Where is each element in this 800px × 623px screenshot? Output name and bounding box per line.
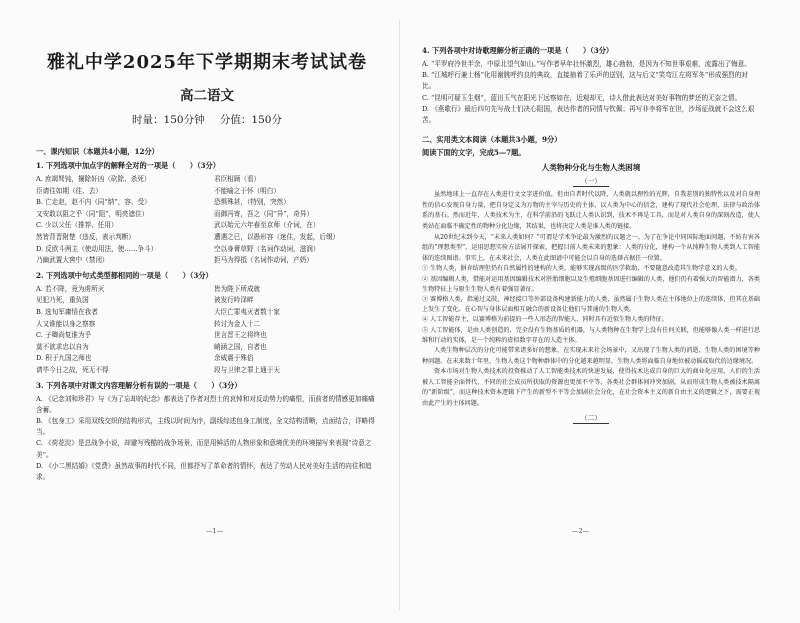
question-1-options [36, 174, 378, 267]
part-underline [573, 186, 609, 187]
article-body [422, 190, 760, 409]
option-row: 然皆背晋附楚（违反，表示判断） 遭遇之已，以愚形容（迷住，发起，后缀） [36, 232, 340, 241]
paragraph: 从20世纪末到今天，“未来人类如何？”可谓是学术争论最为激烈的议题之一。为了在争论中同国际地面问题，不妨肯害各组的“理想类型”，运用思想实验方法展开探索，把握目前人类未来的想象：人类的分化，建构一个从纯粹生物人类到人工智能体的连续图谱。事实上，在未来社会，人类在此图谱中可能会以自身的选择占据任一位置。 [422, 233, 760, 262]
article-title: 人类物种分化与生物人类困境 [541, 163, 641, 173]
paragraph: 资本市场对生物人类技术的投资推动了人工智能类技术的快速发展，使得技术达成自身的巨大的商业化应用，人们的生活被人工智能全面替代，不同的社会成员所获取的资源也更加不平等，各类社会群体间冲突加剧，从而形成生物人类被技术隔离的“新阶级”，而这种技术资本逻辑下产生的新型不平等会加剧社会分化，在社会资本主义的新自由主义的逻辑之下，需要正视由此产生的主体问题。 [422, 368, 760, 407]
section-heading: 一、课内知识（本题共4小题，12分） [36, 147, 159, 156]
option-row: 乃幽武置大窖中（禁闭） 拒马为得抵（名词作动词，产奶） [36, 256, 313, 265]
option-row: D. 积于九国之师也 余威震于殊俗 [36, 354, 254, 363]
question-1-stem: 1. 下列选项中加点字的解释全对的一项是（ ）（3分） [36, 161, 220, 170]
paragraph: 虽然地球上一直存在人类进行文文字进价值，但由自者时代以降，人类就以理性的光辉，自我差别的独特性以及对自身理性的信心发现自身力量，把自身定义为万物的主宰与历史的主体，以人类为中心的信念，建构了现代社会伦理、法律与政治体系的基石。然而近年，人类技术为主，在科学前沿的飞跃让人类认识到，技术不再是工具，而是对人类自身的深刻改造，使人类站在面临不确定性的物种分化边缘，其结果，也将决定人类是谁人类的链接。 [422, 191, 760, 230]
page-number: —2— [572, 527, 590, 535]
question-2-stem: 2. 下列选项中句式类型都相同的一项是（ ）（3分） [36, 270, 213, 280]
option-row: C. 少以父任（推荐、任用） 武以始元六年春至京师（介词，在） [36, 221, 320, 230]
option-row: 莫不欲求忠以自为 峭涵之国，自者也 [36, 342, 267, 351]
exam-meta [36, 112, 378, 127]
option-row: 请毕今日之故，死无不得 段与卫律之罪上通于天 [36, 365, 280, 374]
option-a: A. 《记念刘和珍君》与《为了忘却的纪念》都表达了作者对烈士的哀悼和对反动势力的痛恨，而前者的情感更加痛痛含蓄。 [36, 394, 375, 414]
option-row: B. 选旬军庸悟在我者 大臣亡罪夷灭者数十家 [36, 307, 280, 316]
part-one-label: （一） [580, 177, 602, 186]
option-d: D. 《小二黑结婚》《党费》虽然故事的时代不同，但都抒写了革命者的情怀，表达了劳动人民对美好生活的向往和追求。 [36, 461, 372, 481]
list-item: ④ 人工智能存主，以赛博格为前提的一些人形态的智能人，同时具有近似生物人类的特征。 [422, 316, 668, 324]
reading-intro: 阅读下面的文字，完成5—7题。 [422, 148, 526, 158]
option-d: D. 《燕歌行》最后四句先写战士们决心阻国，表达作者的同情与钦佩；再写非李将军在世，沙场征战就不会这么艰苦。 [422, 104, 755, 125]
list-item: ⑤ 人工智能体，是由人类创造的、完全没有生物基质的机器，与人类物种在生物学上没有任何关联，但能够像人类一样进行思维和行动的实体，是一个纯粹的虚拟数字存在的人造主体。 [422, 326, 760, 344]
option-b: B. “江城呼行兼士杨”化用谢朓呼约良的典故，直接抽着了乐声的送别，这与后文“笑弯江左将军冬”形成强烈的对比。 [422, 71, 748, 91]
question-4-options [422, 59, 760, 126]
part-underline [573, 423, 609, 424]
page-two [400, 0, 800, 623]
option-row: 人又谁能以身之察察 转讨为金人十二 [36, 319, 261, 328]
option-row: A. 庶竭驽钝，攘除奸凶（砍除、杀死） 君臣相顾（看） [36, 175, 261, 183]
option-row: 臣请往如期（往、去） 不能喻之于怀（明白） [36, 186, 280, 195]
question-3-stem: 3. 下列各项中对课文内容理解分析有误的一项是（ ）（3分） [36, 380, 242, 390]
option-row: 又安敢以阻之乎（同“阻”，明亮遮住） 而御冯寄，吾之（同“异”，奇异） [36, 209, 314, 218]
exam-score: 分值：150分 [219, 114, 282, 126]
part-two-label: （二） [580, 413, 602, 422]
question-2-options [36, 284, 378, 377]
list-item: ① 生物人类，摒弃结理但仍有自然属性的建构的人类，能够实现高级的医学救助，不要随意改造其生物学意义的人类。 [422, 265, 741, 273]
option-b: B. 《包身工》采用双线交织的结构形式，主线以时间为序，副线综述包身工制度，全文结构清晰，点面结合，详略得当。 [36, 416, 375, 437]
section-heading: 二、实用类文本阅读（本题共3小题，9分） [422, 135, 562, 145]
question-3-options [36, 394, 378, 484]
exam-time: 时量：150分钟 [132, 114, 205, 126]
option-row: B. 亡走赵，赵不内（同“纳”，容、受） 恐惧殊甚，（特别，突然） [36, 198, 290, 207]
option-a: A. “平罗府冷世半余，中原北望气如山。”写作者早年壮怀激烈，雄心勃勃，是因为不知世事艰难，流露出了悔意。 [422, 60, 751, 68]
option-row: D. 反欧斗两主（使动用法，使……争斗） 空以身膏草野（名词作动词，滋润） [36, 244, 320, 253]
exam-subject: 高二语文 [180, 88, 234, 104]
page-number: —1— [206, 527, 224, 535]
option-c: C. “昆明可疑玉生烟”，蓝田玉气在阳光下远察如在，近观却无，诗人借此表达对美好事物的梦还的无奈之情。 [422, 93, 742, 102]
list-item: ③ 赛博格人类，指通过义肢、神经接口等外部设备构建新能力的人类，虽然属于生物人类在主体地位上的连续体，但其在基础上发生了变化。在心智与身体层面相互融合的新设备让他们与普通的生物人类。 [422, 295, 760, 314]
option-row: 见犯乃死，重负国 被发行吟泽畔 [36, 296, 254, 305]
option-c: C. 《荷花淀》是总战争小说，却避写残酷的战争场景，而是用鲜活的人物形象和意境优美的环境描写来表现“诗意之美”。 [36, 439, 372, 459]
list-item: ② 基因编辑人类，借能对运用基因编辑技术对胚胎细胞以及生殖细胞基因进行编辑的人类，他们仍有着强大的智能潜力，各类生物特征上与原生生物人类有着强显著征。 [422, 275, 760, 293]
option-row: C. 子卿尚复谁为乎 世言晋王之将终也 [36, 331, 267, 340]
option-row: A. 若不降，竟为虏所灭 皆为陛下所成就 [36, 284, 261, 293]
exam-title: 雅礼中学2025年下学期期末考试试卷 [46, 52, 368, 73]
question-4-stem: 4. 下列各项中对诗歌理解分析正确的一项是（ ）（3分） [422, 46, 614, 55]
paragraph: 人类生物种层次的分化可能带来诸多好的想象，在实现未来社会场景中，又出现了生物人类的消逝、生物人类的困境等种种问题。在未来数十年里，生物人类这个物种群体中的分化越来越明显，生物人类将面临自身地位被动摇或取代的边缘境况。 [422, 347, 760, 365]
